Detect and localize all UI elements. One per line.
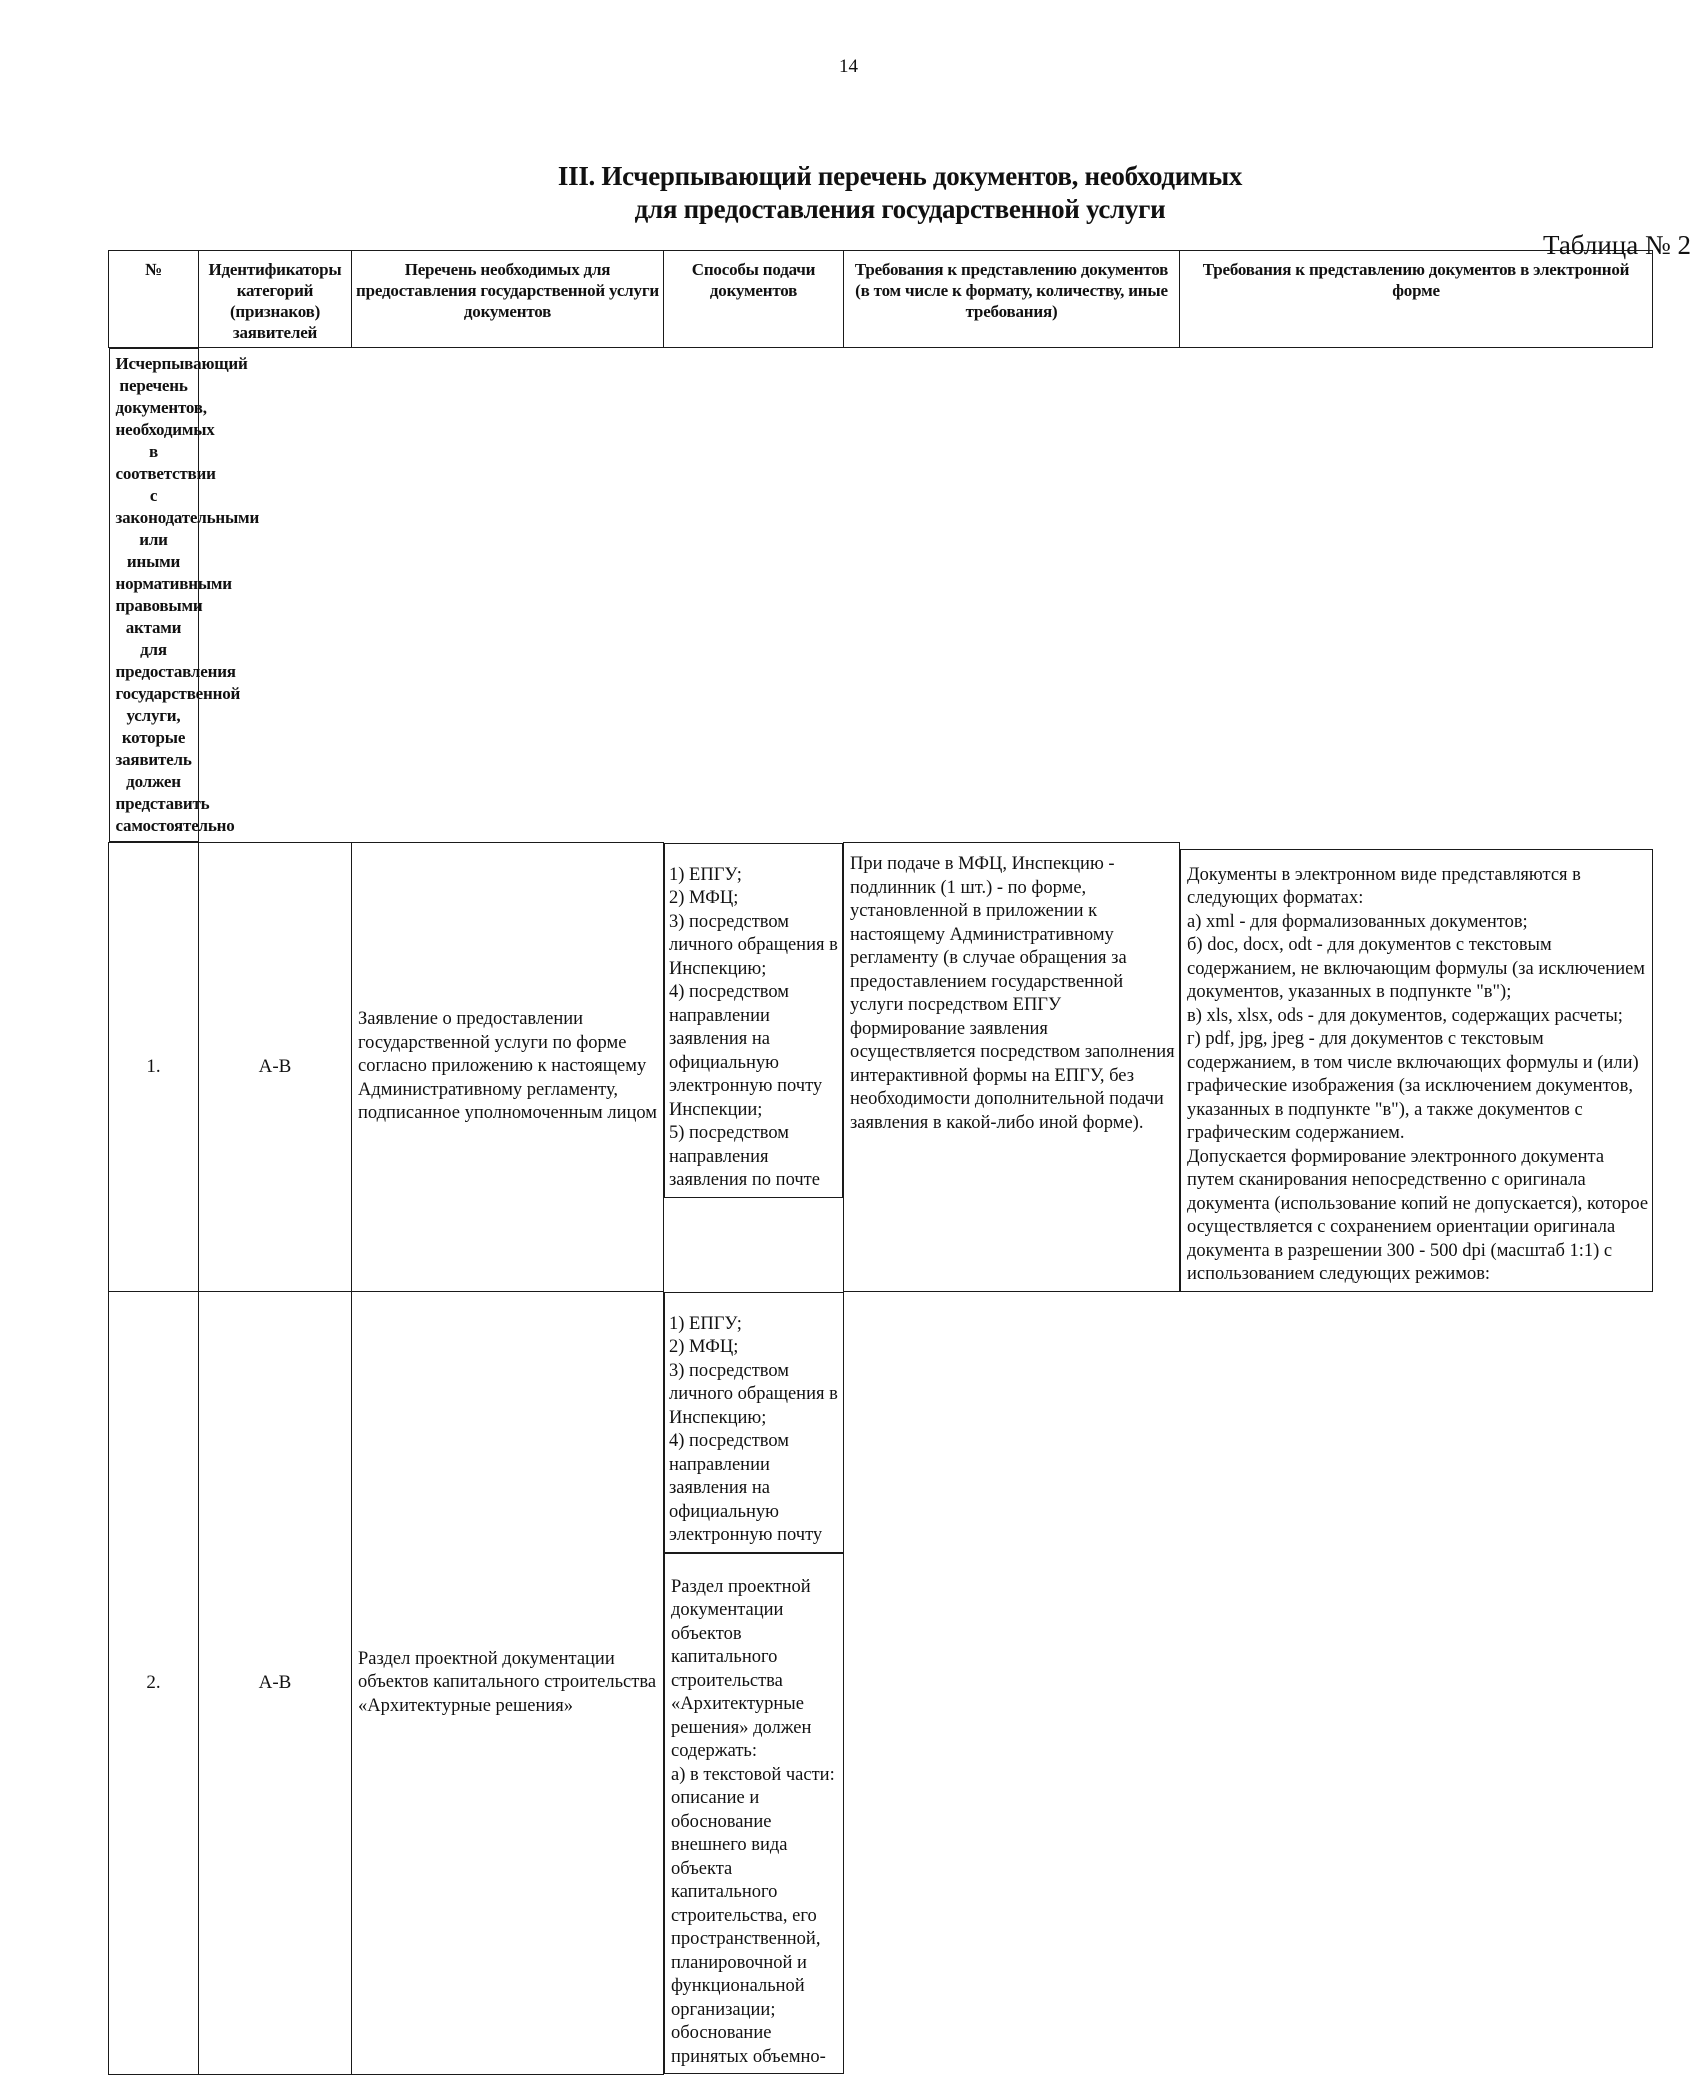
row-category: А-В — [199, 1292, 352, 2075]
header-applicant-categories: Идентификаторы категорий (признаков) заявителей — [199, 251, 352, 348]
row-requirements: При подаче в МФЦ, Инспекцию - подлинник (1 шт.) - по форме, установленной в приложении к настоящему Административному регламенту (в случае обращения за предоставлением государственной услуги посредством ЕПГУ формирование заявления осуществляется посредством заполнения интерактивной формы на ЕПГУ, без необходимости дополнительной подачи заявления в какой-либо иной форме). — [844, 843, 1180, 1292]
header-requirements: Требования к представлению документов (в том числе к формату, количеству, иные требования) — [844, 251, 1180, 348]
table-row — [109, 1292, 1653, 2075]
row-document: Заявление о предоставлении государственной услуги по форме согласно приложению к настоящему Административному регламенту, подписанное уполномоченным лицом — [352, 843, 664, 1292]
row-requirements: Раздел проектной документации объектов капитального строительства «Архитектурные решения» должен содержать: а) в текстовой части: описание и обоснование внешнего вида объекта капитального строительства, его пространственной, планировочной и функциональной организации; обоснование принятых объемно- — [664, 1553, 844, 2075]
electronic-requirements-cell: Документы в электронном виде представляются в следующих форматах: а) xml - для формализованных документов; б) doc, docx, odt - для документов с текстовым содержанием, не включающим формулы (за исключением документов, указанных в подпункте "в"); в) xls, xlsx, ods - для документов, содержащих расчеты; г) pdf, jpg, jpeg - для документов с текстовым содержанием, в том числе включающих формулы и (или) графические изображения (за исключением документов, указанных в подпункте "в"), а также документов с графическим содержанием. Допускается формирование электронного документа путем сканирования непосредственно с оригинала документа (использование копий не допускается), которое осуществляется с сохранением ориентации оригинала документа в разрешении 300 - 500 dpi (масштаб 1:1) с использованием следующих режимов: — [1180, 849, 1653, 1292]
row-document: Раздел проектной документации объектов капитального строительства «Архитектурные решения» — [352, 1292, 664, 2075]
page-number: 14 — [839, 56, 858, 77]
row-submission-methods: 1) ЕПГУ; 2) МФЦ; 3) посредством личного обращения в Инспекцию; 4) посредством направлении заявления на официальную электронную почту — [664, 1292, 844, 1553]
row-number: 2. — [109, 1292, 199, 2075]
header-number: № — [109, 251, 199, 348]
row-category: А-В — [199, 843, 352, 1292]
header-electronic-requirements: Требования к представлению документов в электронной форме — [1180, 251, 1653, 348]
row-number: 1. — [109, 843, 199, 1292]
documents-table — [108, 250, 1653, 2075]
table-caption: Таблица № 2 — [1543, 230, 1691, 260]
header-submission-methods: Способы подачи документов — [664, 251, 844, 348]
section-heading: Исчерпывающий перечень документов, необходимых в соответствии с законодательными или иными нормативными правовыми актами для предоставления государственной услуги, которые заявитель должен представить самостоятельно — [109, 348, 199, 842]
table-header-row — [109, 251, 1653, 348]
section-title: III. Исчерпывающий перечень документов, необходимых для предоставления государственной услуги — [557, 161, 1243, 224]
table-row — [109, 843, 1653, 1292]
header-documents-list: Перечень необходимых для предоставления государственной услуги документов — [352, 251, 664, 348]
row-submission-methods: 1) ЕПГУ; 2) МФЦ; 3) посредством личного обращения в Инспекцию; 4) посредством направлении заявления на официальную электронную почту Инспекции; 5) посредством направления заявления по почте — [664, 843, 843, 1198]
